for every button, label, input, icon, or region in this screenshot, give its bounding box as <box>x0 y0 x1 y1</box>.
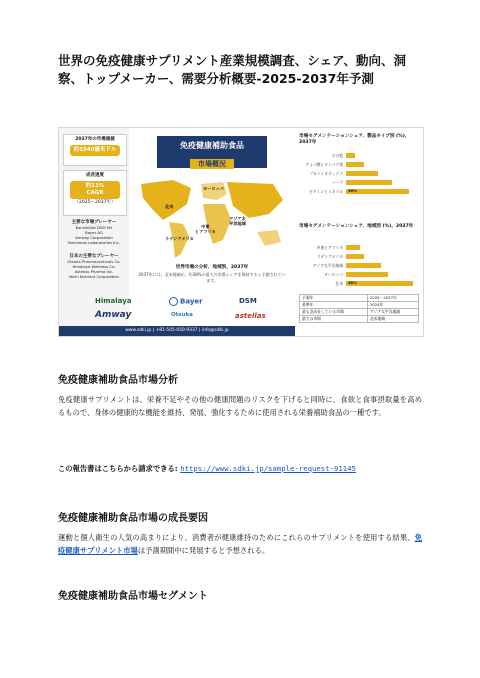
table-row <box>300 295 419 302</box>
amway-logo: Amway <box>95 310 132 320</box>
bar <box>346 153 355 158</box>
europe-shape <box>201 182 227 200</box>
japan-player: Himalaya Wellness Co. <box>72 264 116 269</box>
table-row <box>300 309 419 316</box>
bar-row <box>299 280 419 287</box>
bar <box>346 162 364 167</box>
report-scope-table <box>299 294 419 323</box>
cagr-pill <box>70 181 120 199</box>
astellas-logo: astellas <box>235 312 266 320</box>
table-row <box>300 302 419 309</box>
bayer-cross-icon <box>169 297 178 306</box>
north-america-shape <box>141 180 191 220</box>
market-infographic <box>58 127 424 337</box>
bar-label: ビタミンとミネラル <box>308 189 343 194</box>
bar <box>346 171 378 176</box>
key-player: Nutramax Laboratories Inc. <box>68 240 120 245</box>
map-caption: 世界市場の分析、地域別、2037年 <box>175 265 249 270</box>
product-segment-title: 市場セグメンテーションシェア、製品タイプ別 (%)、2037年 <box>299 134 410 145</box>
banner-subtitle: 市場概況 <box>190 159 234 169</box>
japan-player: Nichi Nutrient Corporation <box>69 274 119 279</box>
bar-label: プロバイオティクス <box>309 171 343 176</box>
region-segment-title: 市場セグメンテーションシェア、地域別 (%)、2037年 <box>299 224 414 229</box>
analysis-heading: 免疫健康補助食品市場分析 <box>58 375 178 386</box>
bar-row <box>299 179 419 186</box>
analysis-body: 免疫健康サプリメントは、栄養不足やその他の健康問題のリスクを下げると同時に、食欲と食事摂取量を高めるもので、身体の健康的な機能を維持、発展、強化するために使用される栄養補助食品の一種です。 <box>58 395 422 417</box>
bar-label: 北米 <box>335 281 343 286</box>
japan-player: Otsuka Pharmaceuticals Co. <box>67 259 121 264</box>
bar <box>346 245 360 250</box>
japan-players-list <box>63 254 125 279</box>
cagr-period: （2025－2037年） <box>74 200 116 205</box>
map-label-latin-america: ラテンアメリカ <box>165 236 194 241</box>
document-title: 世界の免疫健康サプリメント産業規模調査、シェア、動向、洞察、トップメーカー、需要分析概要-2025-2037年予測 <box>58 53 407 86</box>
map-label-middle-east-africa: 中東 とアフリカ <box>195 224 216 234</box>
bar <box>346 281 413 286</box>
company-logos <box>59 296 295 326</box>
market-link[interactable]: 免疫健康サプリメント市場 <box>58 533 422 555</box>
map-label-europe: ヨーロッパ <box>203 186 224 191</box>
bar-label: ハーブ <box>331 180 343 185</box>
table-key: 最大の市場 <box>300 316 368 323</box>
table-key: 予測年 <box>300 295 368 302</box>
dsm-logo: DSM <box>239 297 257 305</box>
request-line <box>58 464 422 474</box>
growth-body: 運動と個人衛生の人気の高まりにより、消費者が健康維持のためにこれらのサプリメントを使用する結果、免疫健康サプリメント市場は予測期間中に発展すると予想される。 <box>58 533 422 555</box>
bar <box>346 254 364 259</box>
himalaya-logo: Himalaya <box>95 297 132 305</box>
bar-row <box>299 262 419 269</box>
bayer-logo: Bayer <box>169 297 203 306</box>
key-player: Amway Corporation <box>75 235 113 240</box>
table-value: 2025－2037年 <box>367 295 418 302</box>
table-row <box>300 316 419 323</box>
market-value-label: 2037年の市場価値 <box>75 137 115 142</box>
bar-row <box>299 244 419 251</box>
bar-value-label: 36% <box>348 189 357 193</box>
map-note: 2037年には、北米地域が、約38%の最大の市場シェアを保持すると予測されています。 <box>138 272 286 283</box>
oceania-shape <box>257 230 281 246</box>
bar <box>346 263 381 268</box>
table-key: 基準年 <box>300 302 368 309</box>
japan-players-title: 日本の主要なプレーヤー <box>69 254 119 259</box>
bar-label: ラテンアメリカ <box>316 254 343 259</box>
bar-row <box>299 170 419 177</box>
key-players-list <box>63 220 125 245</box>
key-player: Bayer AG <box>85 230 103 235</box>
bar-value-label: 38% <box>348 281 357 285</box>
table-value: アジア太平洋地域 <box>367 309 418 316</box>
cagr-label: CAGR <box>86 190 104 196</box>
bar-label: ヨーロッパ <box>324 272 343 277</box>
sample-request-link[interactable]: https://www.sdki.jp/sample-request-91145 <box>180 464 356 473</box>
bar-label: アミノ酸とタンパク質 <box>305 162 343 167</box>
table-key: 最も急成長している市場 <box>300 309 368 316</box>
cagr-value: 約11% <box>85 183 105 189</box>
otsuka-logo: Otsuka <box>171 312 193 318</box>
bar <box>346 272 388 277</box>
infographic-banner <box>157 136 267 168</box>
growth-label: 成長速度 <box>86 173 104 178</box>
asia-shape <box>227 182 283 218</box>
infographic-footer: www.sdki.jp | +81-505-050-9337 | info@sdki.jp <box>59 326 295 336</box>
bar-label: 中東とアフリカ <box>316 245 343 250</box>
key-player: Koninklijke DSM NV <box>75 225 113 230</box>
market-value-box <box>63 134 127 166</box>
bar-row <box>299 253 419 260</box>
key-players-title: 主要な市場プレーヤー <box>71 220 117 225</box>
growth-heading: 免疫健康補助食品市場の成長要因 <box>58 513 208 524</box>
bar-row <box>299 161 419 168</box>
bar-row <box>299 271 419 278</box>
market-value: 約1540億米ドル <box>70 145 120 156</box>
japan-player: Astellas Pharma Inc. <box>74 269 114 274</box>
bar-label: その他 <box>331 153 343 158</box>
bar-row <box>299 152 419 159</box>
bar <box>346 180 392 185</box>
request-prefix: この報告書はこちらから請求できる: <box>58 464 181 473</box>
bar-row <box>299 188 419 195</box>
map-label-north-america: 北米 <box>165 204 174 209</box>
segment-heading: 免疫健康補助食品市場セグメント <box>58 591 208 602</box>
table-value: 北米地域 <box>367 316 418 323</box>
infographic-right-panel <box>295 128 423 336</box>
bar-label: アジア太平洋地域 <box>312 263 343 268</box>
table-value: 2024年 <box>367 302 418 309</box>
growth-rate-box <box>63 170 127 216</box>
banner-title: 免疫健康補助食品 <box>180 141 244 150</box>
map-label-asia-pacific: アジア太 平洋地域 <box>229 216 246 226</box>
bar <box>346 189 409 194</box>
